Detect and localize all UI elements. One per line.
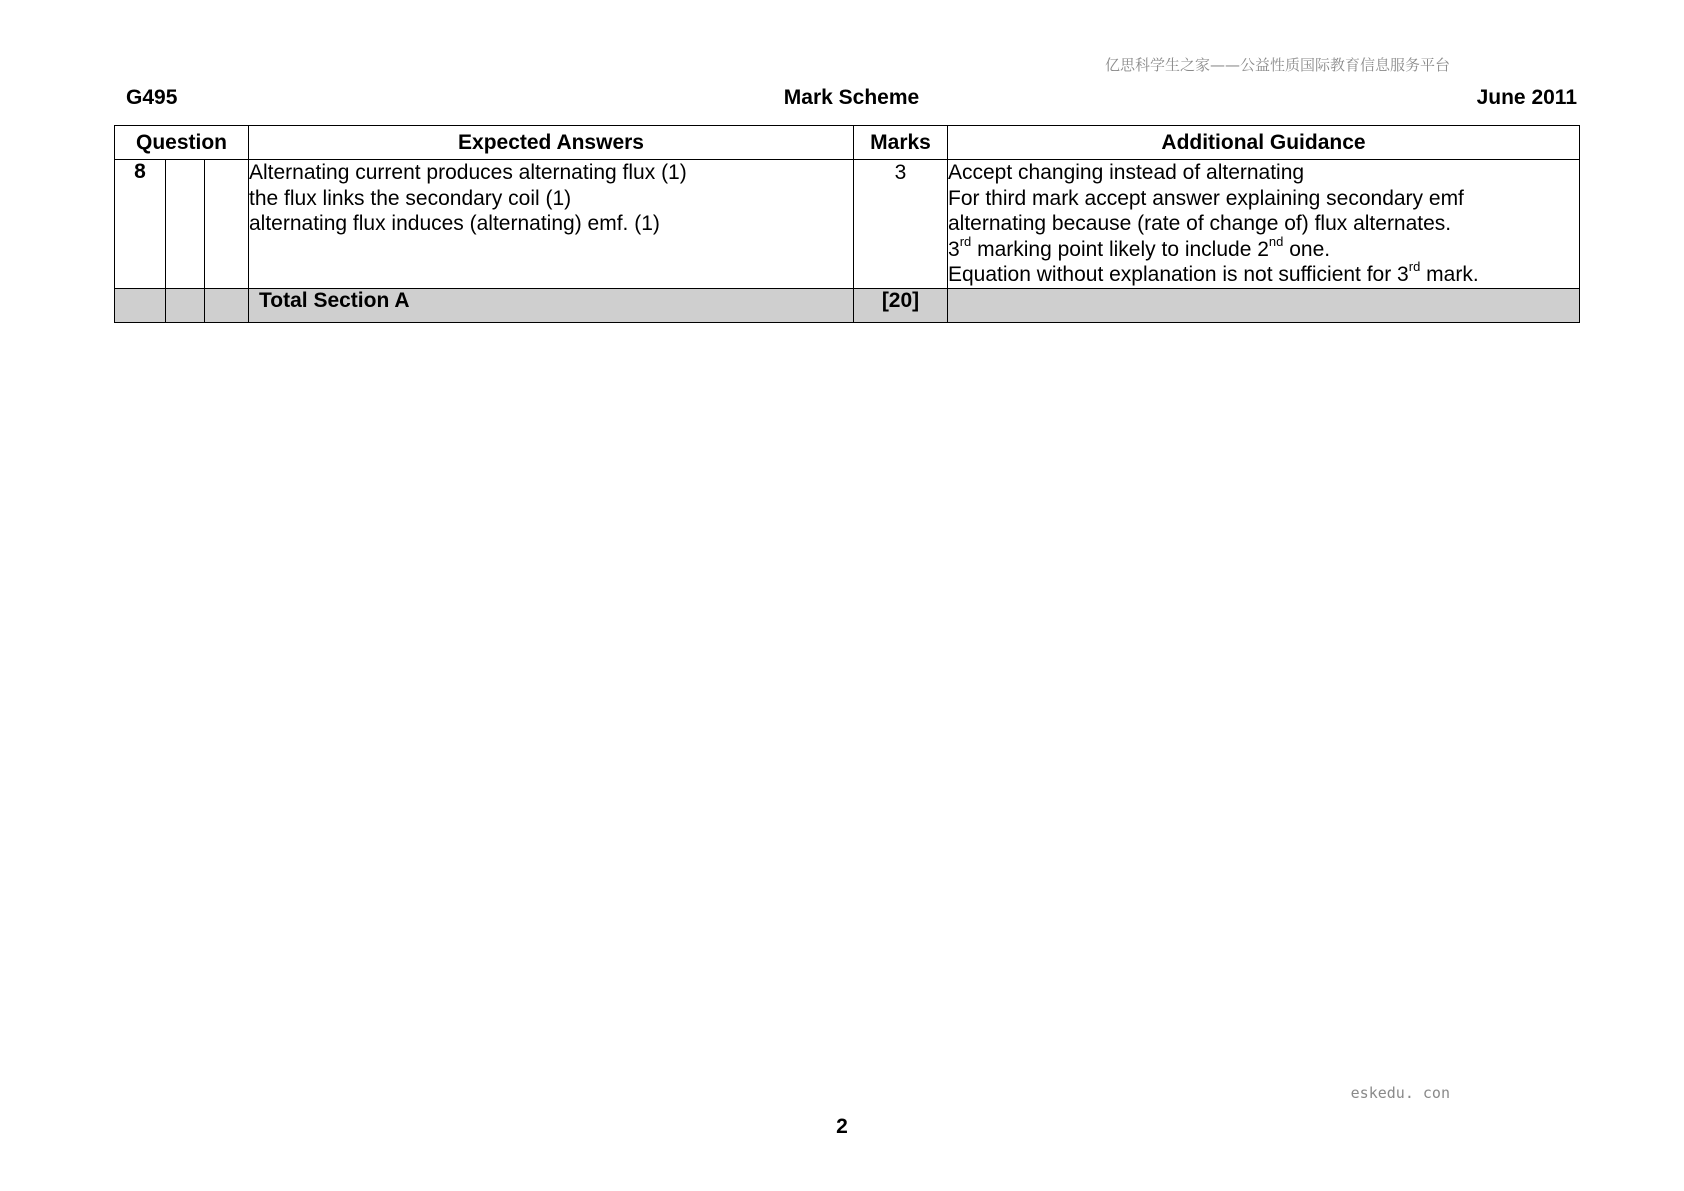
superscript: rd — [959, 233, 972, 249]
watermark-bottom: eskedu. con — [1350, 1084, 1450, 1102]
watermark-top: 亿思科学生之家——公益性质国际教育信息服务平台 — [1104, 56, 1450, 74]
total-empty-cell — [115, 288, 166, 322]
question-subpart-cell — [205, 160, 249, 289]
mark-scheme-table — [114, 125, 1580, 323]
guidance-line: For third mark accept answer explaining secondary emf — [948, 186, 1464, 210]
document-title: Mark Scheme — [783, 86, 920, 109]
column-header-marks: Marks — [854, 126, 948, 160]
guidance-line — [948, 233, 1579, 263]
column-header-additional-guidance: Additional Guidance — [948, 126, 1580, 160]
answer-line: Alternating current produces alternating flux (1) — [249, 161, 687, 184]
marks-cell: 3 — [854, 160, 948, 289]
guidance-text: 3 — [948, 237, 960, 261]
answer-line: the flux links the secondary coil (1) — [249, 186, 572, 210]
superscript: nd — [1268, 233, 1284, 249]
guidance-line: Accept changing instead of alternating — [948, 161, 1305, 184]
guidance-text: marking point likely to include 2 — [971, 237, 1269, 261]
expected-answers-cell — [249, 160, 854, 289]
guidance-cell — [948, 160, 1580, 289]
column-header-question: Question — [115, 126, 249, 160]
total-section-label: Total Section A — [249, 288, 854, 322]
question-part-cell — [166, 160, 205, 289]
guidance-line — [948, 259, 1579, 288]
page-number: 2 — [836, 1115, 848, 1138]
guidance-text: one. — [1283, 237, 1331, 261]
guidance-text: mark. — [1420, 263, 1479, 286]
column-header-expected-answers: Expected Answers — [249, 126, 854, 160]
total-marks: [20] — [854, 288, 948, 322]
guidance-text: Equation without explanation is not sufficient for 3 — [948, 263, 1409, 286]
total-empty-cell — [166, 288, 205, 322]
total-empty-cell — [205, 288, 249, 322]
superscript: rd — [1408, 259, 1421, 274]
guidance-line: alternating because (rate of change of) flux alternates. — [948, 212, 1452, 235]
table-row — [115, 160, 1580, 289]
paper-code: G495 — [126, 86, 178, 109]
total-empty-cell — [948, 288, 1580, 322]
answer-line: alternating flux induces (alternating) emf. (1) — [249, 212, 660, 235]
total-row — [115, 288, 1580, 322]
exam-date: June 2011 — [1476, 86, 1577, 109]
page-header — [126, 86, 1577, 112]
question-number: 8 — [115, 160, 166, 289]
table-header-row — [115, 126, 1580, 160]
